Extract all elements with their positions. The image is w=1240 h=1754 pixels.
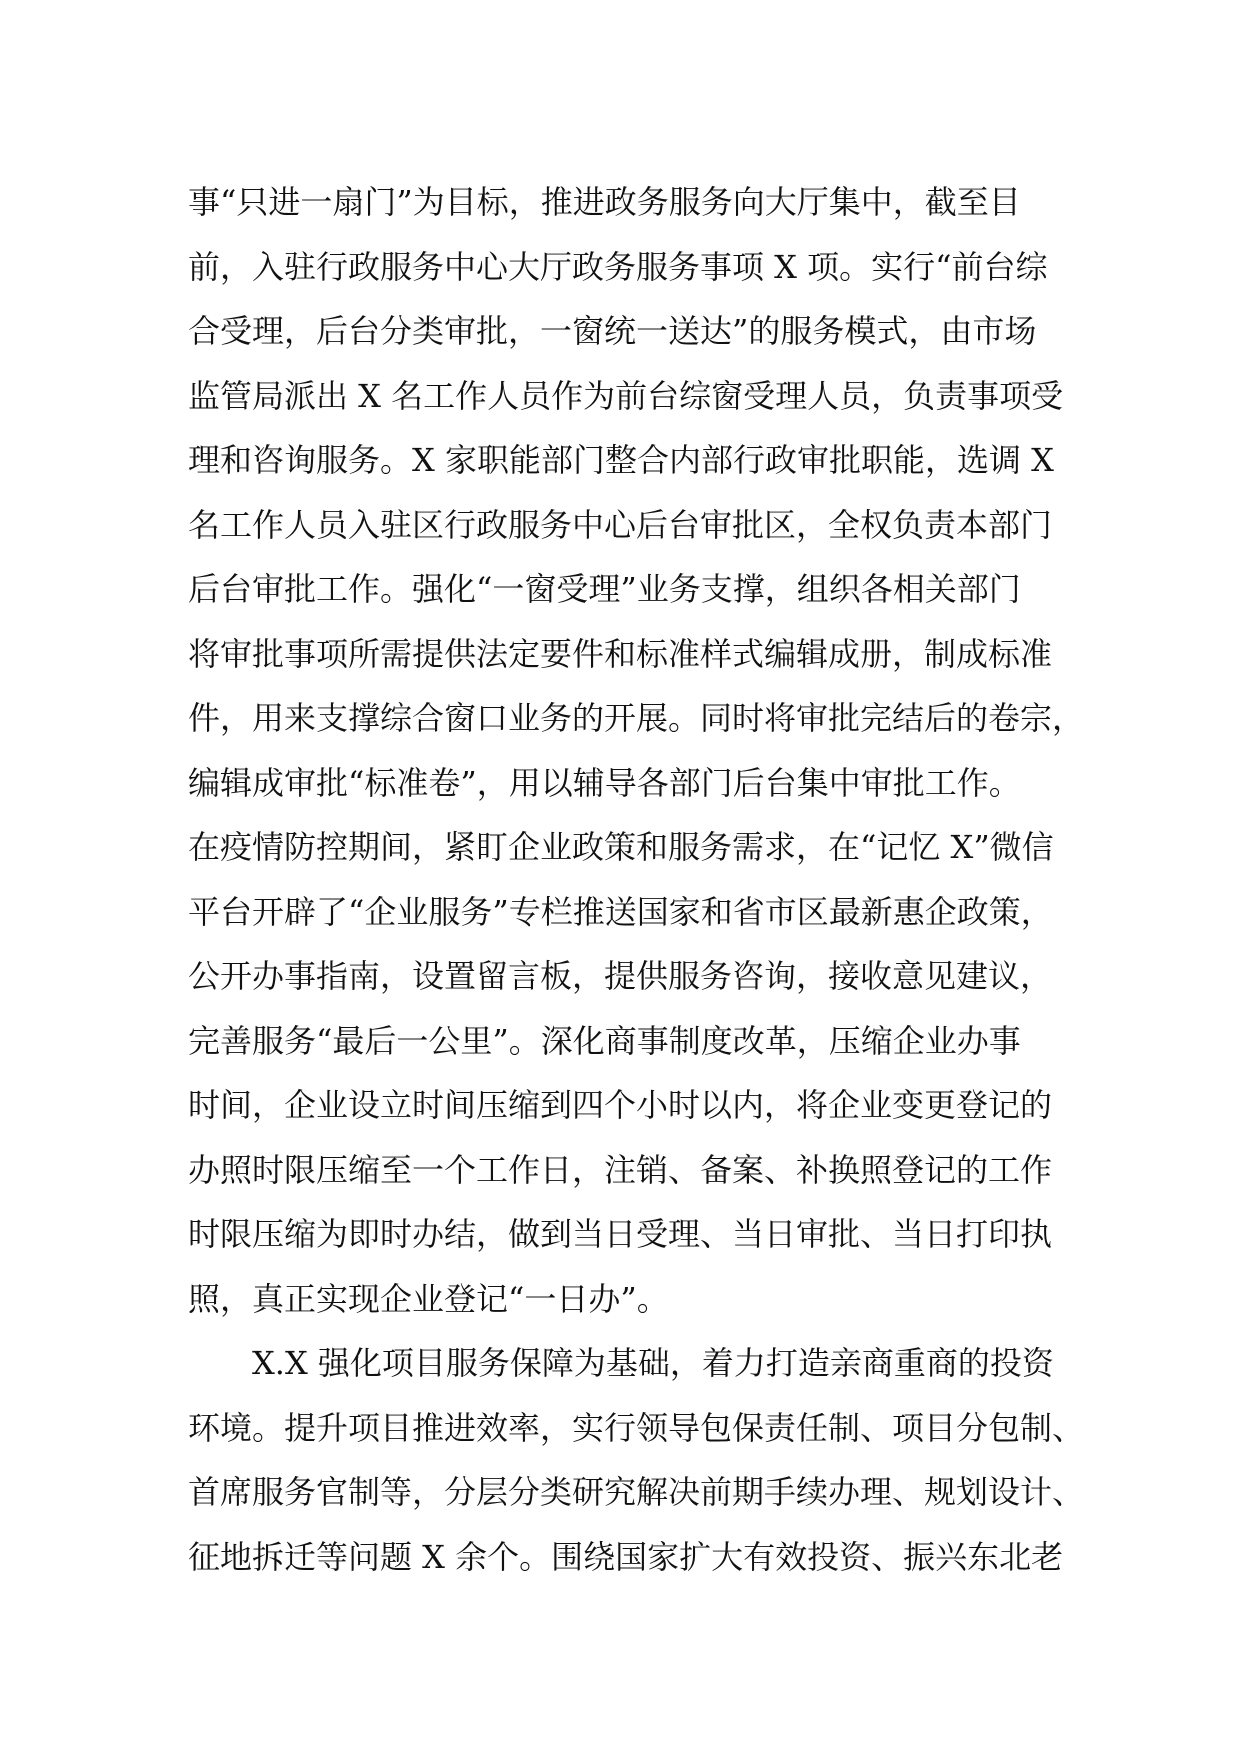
text-line: 平台开辟了“企业服务”专栏推送国家和省市区最新惠企政策， (188, 892, 1053, 931)
text-line: 首席服务官制等，分层分类研究解决前期手续办理、规划设计、 (188, 1473, 1085, 1511)
text-line: 编辑成审批“标准卷”，用以辅导各部门后台集中审批工作。 (188, 763, 1021, 802)
text-line: 照，真正实现企业登记“一日办”。 (188, 1279, 669, 1318)
text-line: 办照时限压缩至一个工作日，注销、备案、补换照登记的工作 (188, 1150, 1053, 1189)
text-line: 后台审批工作。强化“一窗受理”业务支撑，组织各相关部门 (188, 570, 1021, 608)
text-line: 合受理，后台分类审批，一窗统一送达”的服务模式，由市场 (188, 312, 1037, 350)
text-line: 监管局派出 X 名工作人员作为前台综窗受理人员，负责事项受 (188, 376, 1064, 415)
text-line: 时间，企业设立时间压缩到四个小时以内，将企业变更登记的 (188, 1086, 1053, 1124)
text-line: 征地拆迁等问题 X 余个。围绕国家扩大有效投资、振兴东北老 (188, 1537, 1064, 1576)
text-line: 公开办事指南，设置留言板，提供服务咨询，接收意见建议， (188, 957, 1053, 995)
text-line: 在疫情防控期间，紧盯企业政策和服务需求，在“记忆 X”微信 (188, 828, 1054, 866)
text-line: 完善服务“最后一公里”。深化商事制度改革，压缩企业办事 (188, 1021, 1021, 1060)
text-line: 将审批事项所需提供法定要件和标准样式编辑成册，制成标准 (188, 634, 1053, 673)
text-line: 前，入驻行政服务中心大厅政务服务事项 X 项。实行“前台综 (188, 247, 1048, 286)
text-line: 名工作人员入驻区行政服务中心后台审批区，全权负责本部门 (188, 505, 1053, 544)
text-line: 环境。提升项目推进效率，实行领导包保责任制、项目分包制、 (188, 1408, 1085, 1447)
paragraph-start-line: X.X 强化项目服务保障为基础，着力打造亲商重商的投资 (252, 1344, 1054, 1382)
text-line: 时限压缩为即时办结，做到当日受理、当日审批、当日打印执 (188, 1215, 1053, 1253)
text-line: 件，用来支撑综合窗口业务的开展。同时将审批完结后的卷宗， (188, 699, 1085, 737)
text-line: 理和咨询服务。X 家职能部门整合内部行政审批职能，选调 X (188, 441, 1054, 479)
text-line: 事“只进一扇门”为目标，推进政务服务向大厅集中，截至目 (188, 183, 1021, 221)
body-text (188, 170, 1088, 1589)
